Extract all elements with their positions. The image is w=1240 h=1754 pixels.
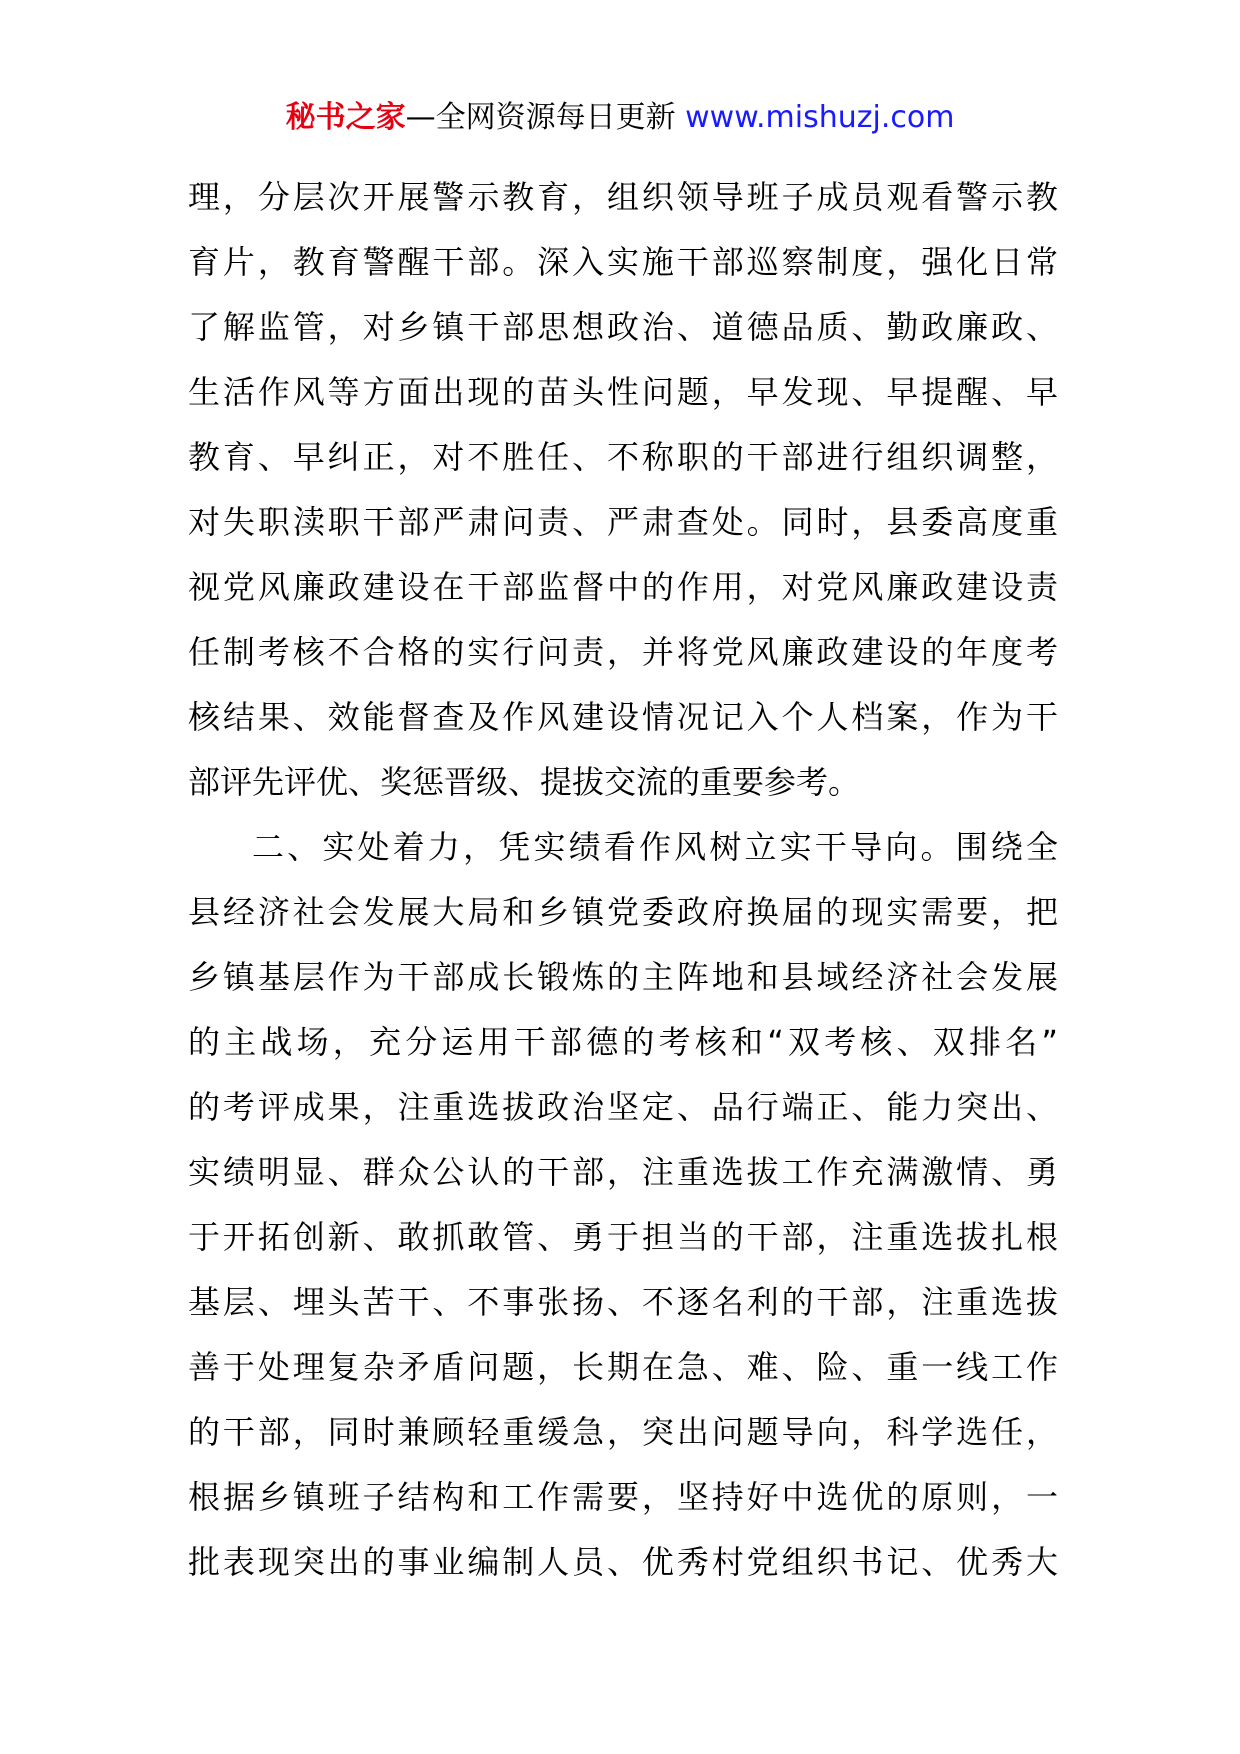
text-line: 根据乡镇班子结构和工作需要，坚持好中选优的原则，一 — [188, 1478, 1058, 1516]
text-line: 理，分层次开展警示教育，组织领导班子成员观看警示教 — [188, 178, 1058, 216]
text-line: 乡镇基层作为干部成长锻炼的主阵地和县域经济社会发展 — [188, 958, 1058, 996]
text-line: 对失职渎职干部严肃问责、严肃查处。同时，县委高度重 — [188, 503, 1058, 541]
text-line: 的主战场，充分运用干部德的考核和“双考核、双排名” — [188, 1023, 1058, 1061]
site-brand: 秘书之家 — [285, 100, 406, 135]
text-line: 了解监管，对乡镇干部思想政治、道德品质、勤政廉政、 — [188, 308, 1058, 346]
text-line: 视党风廉政建设在干部监督中的作用，对党风廉政建设责 — [188, 568, 1058, 606]
text-line: 的考评成果，注重选拔政治坚定、品行端正、能力突出、 — [188, 1088, 1058, 1126]
site-tagline: —全网资源每日更新 — [405, 100, 676, 135]
site-header — [0, 98, 1240, 138]
document-body — [188, 165, 1058, 1595]
text-line: 县经济社会发展大局和乡镇党委政府换届的现实需要，把 — [188, 893, 1058, 931]
text-line: 善于处理复杂矛盾问题，长期在急、难、险、重一线工作 — [188, 1348, 1058, 1386]
text-line: 教育、早纠正，对不胜任、不称职的干部进行组织调整， — [188, 438, 1058, 476]
text-line: 批表现突出的事业编制人员、优秀村党组织书记、优秀大 — [188, 1543, 1058, 1581]
text-line: 于开拓创新、敢抓敢管、勇于担当的干部，注重选拔扎根 — [188, 1218, 1058, 1256]
text-line: 基层、埋头苦干、不事张扬、不逐名利的干部，注重选拔 — [188, 1283, 1058, 1321]
text-line: 任制考核不合格的实行问责，并将党风廉政建设的年度考 — [188, 633, 1058, 671]
text-line: 核结果、效能督查及作风建设情况记入个人档案，作为干 — [188, 698, 1058, 736]
text-line: 的干部，同时兼顾轻重缓急，突出问题导向，科学选任， — [188, 1413, 1058, 1451]
text-line: 实绩明显、群众公认的干部，注重选拔工作充满激情、勇 — [188, 1153, 1058, 1191]
text-line: 部评先评优、奖惩晋级、提拔交流的重要参考。 — [188, 763, 861, 801]
text-line: 育片，教育警醒干部。深入实施干部巡察制度，强化日常 — [188, 243, 1058, 281]
text-line: 生活作风等方面出现的苗头性问题，早发现、早提醒、早 — [188, 373, 1058, 411]
site-url-link[interactable]: www.mishuzj.com — [685, 100, 955, 135]
section-heading-line: 二、实处着力，凭实绩看作风树立实干导向。围绕全 — [252, 828, 1058, 866]
